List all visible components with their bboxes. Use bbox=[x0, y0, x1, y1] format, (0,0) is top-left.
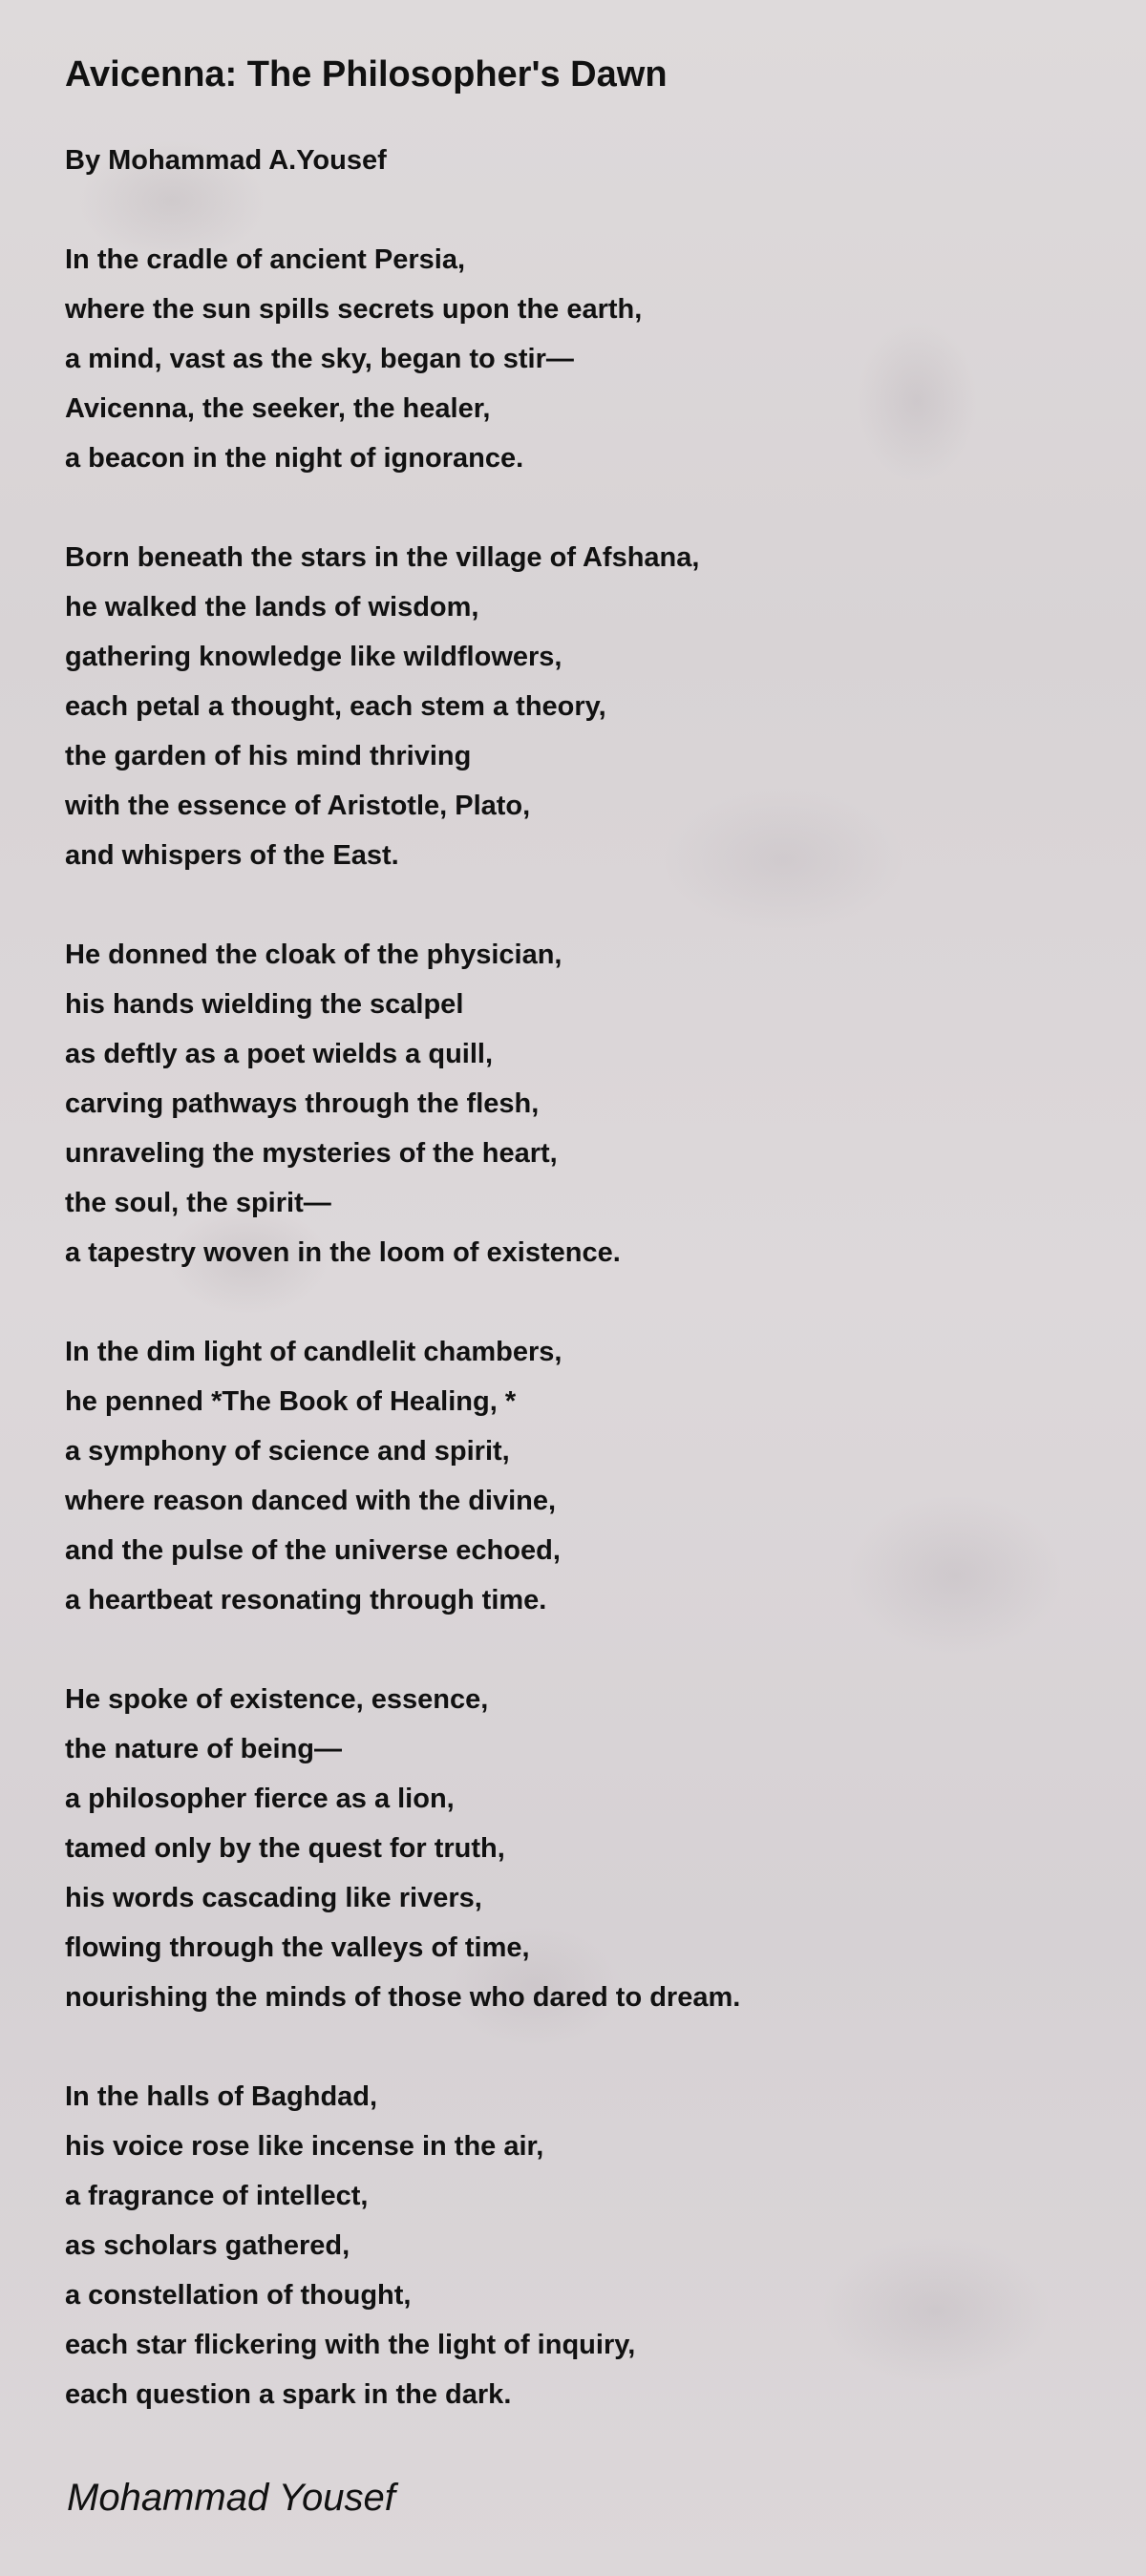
poem-line: In the cradle of ancient Persia, bbox=[65, 244, 466, 275]
poem-line: his voice rose like incense in the air, bbox=[65, 2131, 544, 2162]
poem-line: a symphony of science and spirit, bbox=[65, 1436, 510, 1467]
poem-page bbox=[65, 46, 1096, 2526]
poem-line: nourishing the minds of those who dared to dream. bbox=[65, 1982, 741, 2013]
poem-line: a philosopher fierce as a lion, bbox=[65, 1784, 455, 1814]
poem-line: his hands wielding the scalpel bbox=[65, 989, 464, 1020]
poem-stanza bbox=[65, 235, 1096, 483]
poem-line: where reason danced with the divine, bbox=[65, 1486, 557, 1516]
poem-line: gathering knowledge like wildflowers, bbox=[65, 642, 562, 672]
poem-line: each question a spark in the dark. bbox=[65, 2379, 512, 2410]
poem-stanza bbox=[65, 1327, 1096, 1625]
poem-stanza bbox=[65, 930, 1096, 1277]
poem-line: He donned the cloak of the physician, bbox=[65, 940, 562, 970]
poem-line: where the sun spills secrets upon the earth, bbox=[65, 294, 643, 325]
poem-line: a mind, vast as the sky, began to stir— bbox=[65, 344, 574, 374]
poem-line: with the essence of Aristotle, Plato, bbox=[65, 791, 531, 821]
poem-line: each petal a thought, each stem a theory, bbox=[65, 691, 606, 722]
poem-line: his words cascading like rivers, bbox=[65, 1883, 482, 1913]
poem-line: and whispers of the East. bbox=[65, 840, 399, 871]
poem-line: the nature of being— bbox=[65, 1734, 342, 1764]
poem-line: each star flickering with the light of inquiry, bbox=[65, 2330, 636, 2360]
poem-line: tamed only by the quest for truth, bbox=[65, 1833, 505, 1864]
poem-line: Avicenna, the seeker, the healer, bbox=[65, 393, 491, 424]
poem-line: unraveling the mysteries of the heart, bbox=[65, 1138, 558, 1169]
poem-line: he walked the lands of wisdom, bbox=[65, 592, 479, 623]
poem-body bbox=[65, 235, 1096, 2419]
poem-line: he penned *The Book of Healing, * bbox=[65, 1386, 517, 1417]
poem-line: a tapestry woven in the loom of existence. bbox=[65, 1237, 621, 1268]
poem-line: In the dim light of candlelit chambers, bbox=[65, 1337, 562, 1367]
poem-line: the garden of his mind thriving bbox=[65, 741, 472, 771]
poem-line: a beacon in the night of ignorance. bbox=[65, 443, 524, 474]
poem-title: Avicenna: The Philosopher's Dawn bbox=[65, 54, 668, 95]
poem-stanza bbox=[65, 2072, 1096, 2419]
poem-line: flowing through the valleys of time, bbox=[65, 1932, 530, 1963]
poem-byline: By Mohammad A.Yousef bbox=[65, 145, 387, 176]
poem-line: In the halls of Baghdad, bbox=[65, 2081, 378, 2112]
poem-line: the soul, the spirit— bbox=[65, 1188, 331, 1218]
poem-stanza bbox=[65, 1675, 1096, 2022]
poem-line: a heartbeat resonating through time. bbox=[65, 1585, 547, 1615]
poem-line: He spoke of existence, essence, bbox=[65, 1684, 489, 1715]
author-signature: Mohammad Yousef bbox=[67, 2477, 395, 2519]
poem-line: a constellation of thought, bbox=[65, 2280, 412, 2311]
poem-stanza bbox=[65, 533, 1096, 880]
poem-line: as scholars gathered, bbox=[65, 2230, 350, 2261]
poem-line: carving pathways through the flesh, bbox=[65, 1088, 540, 1119]
poem-line: and the pulse of the universe echoed, bbox=[65, 1535, 561, 1566]
poem-line: as deftly as a poet wields a quill, bbox=[65, 1039, 494, 1069]
poem-line: a fragrance of intellect, bbox=[65, 2181, 369, 2211]
poem-line: Born beneath the stars in the village of Afshana, bbox=[65, 542, 700, 573]
